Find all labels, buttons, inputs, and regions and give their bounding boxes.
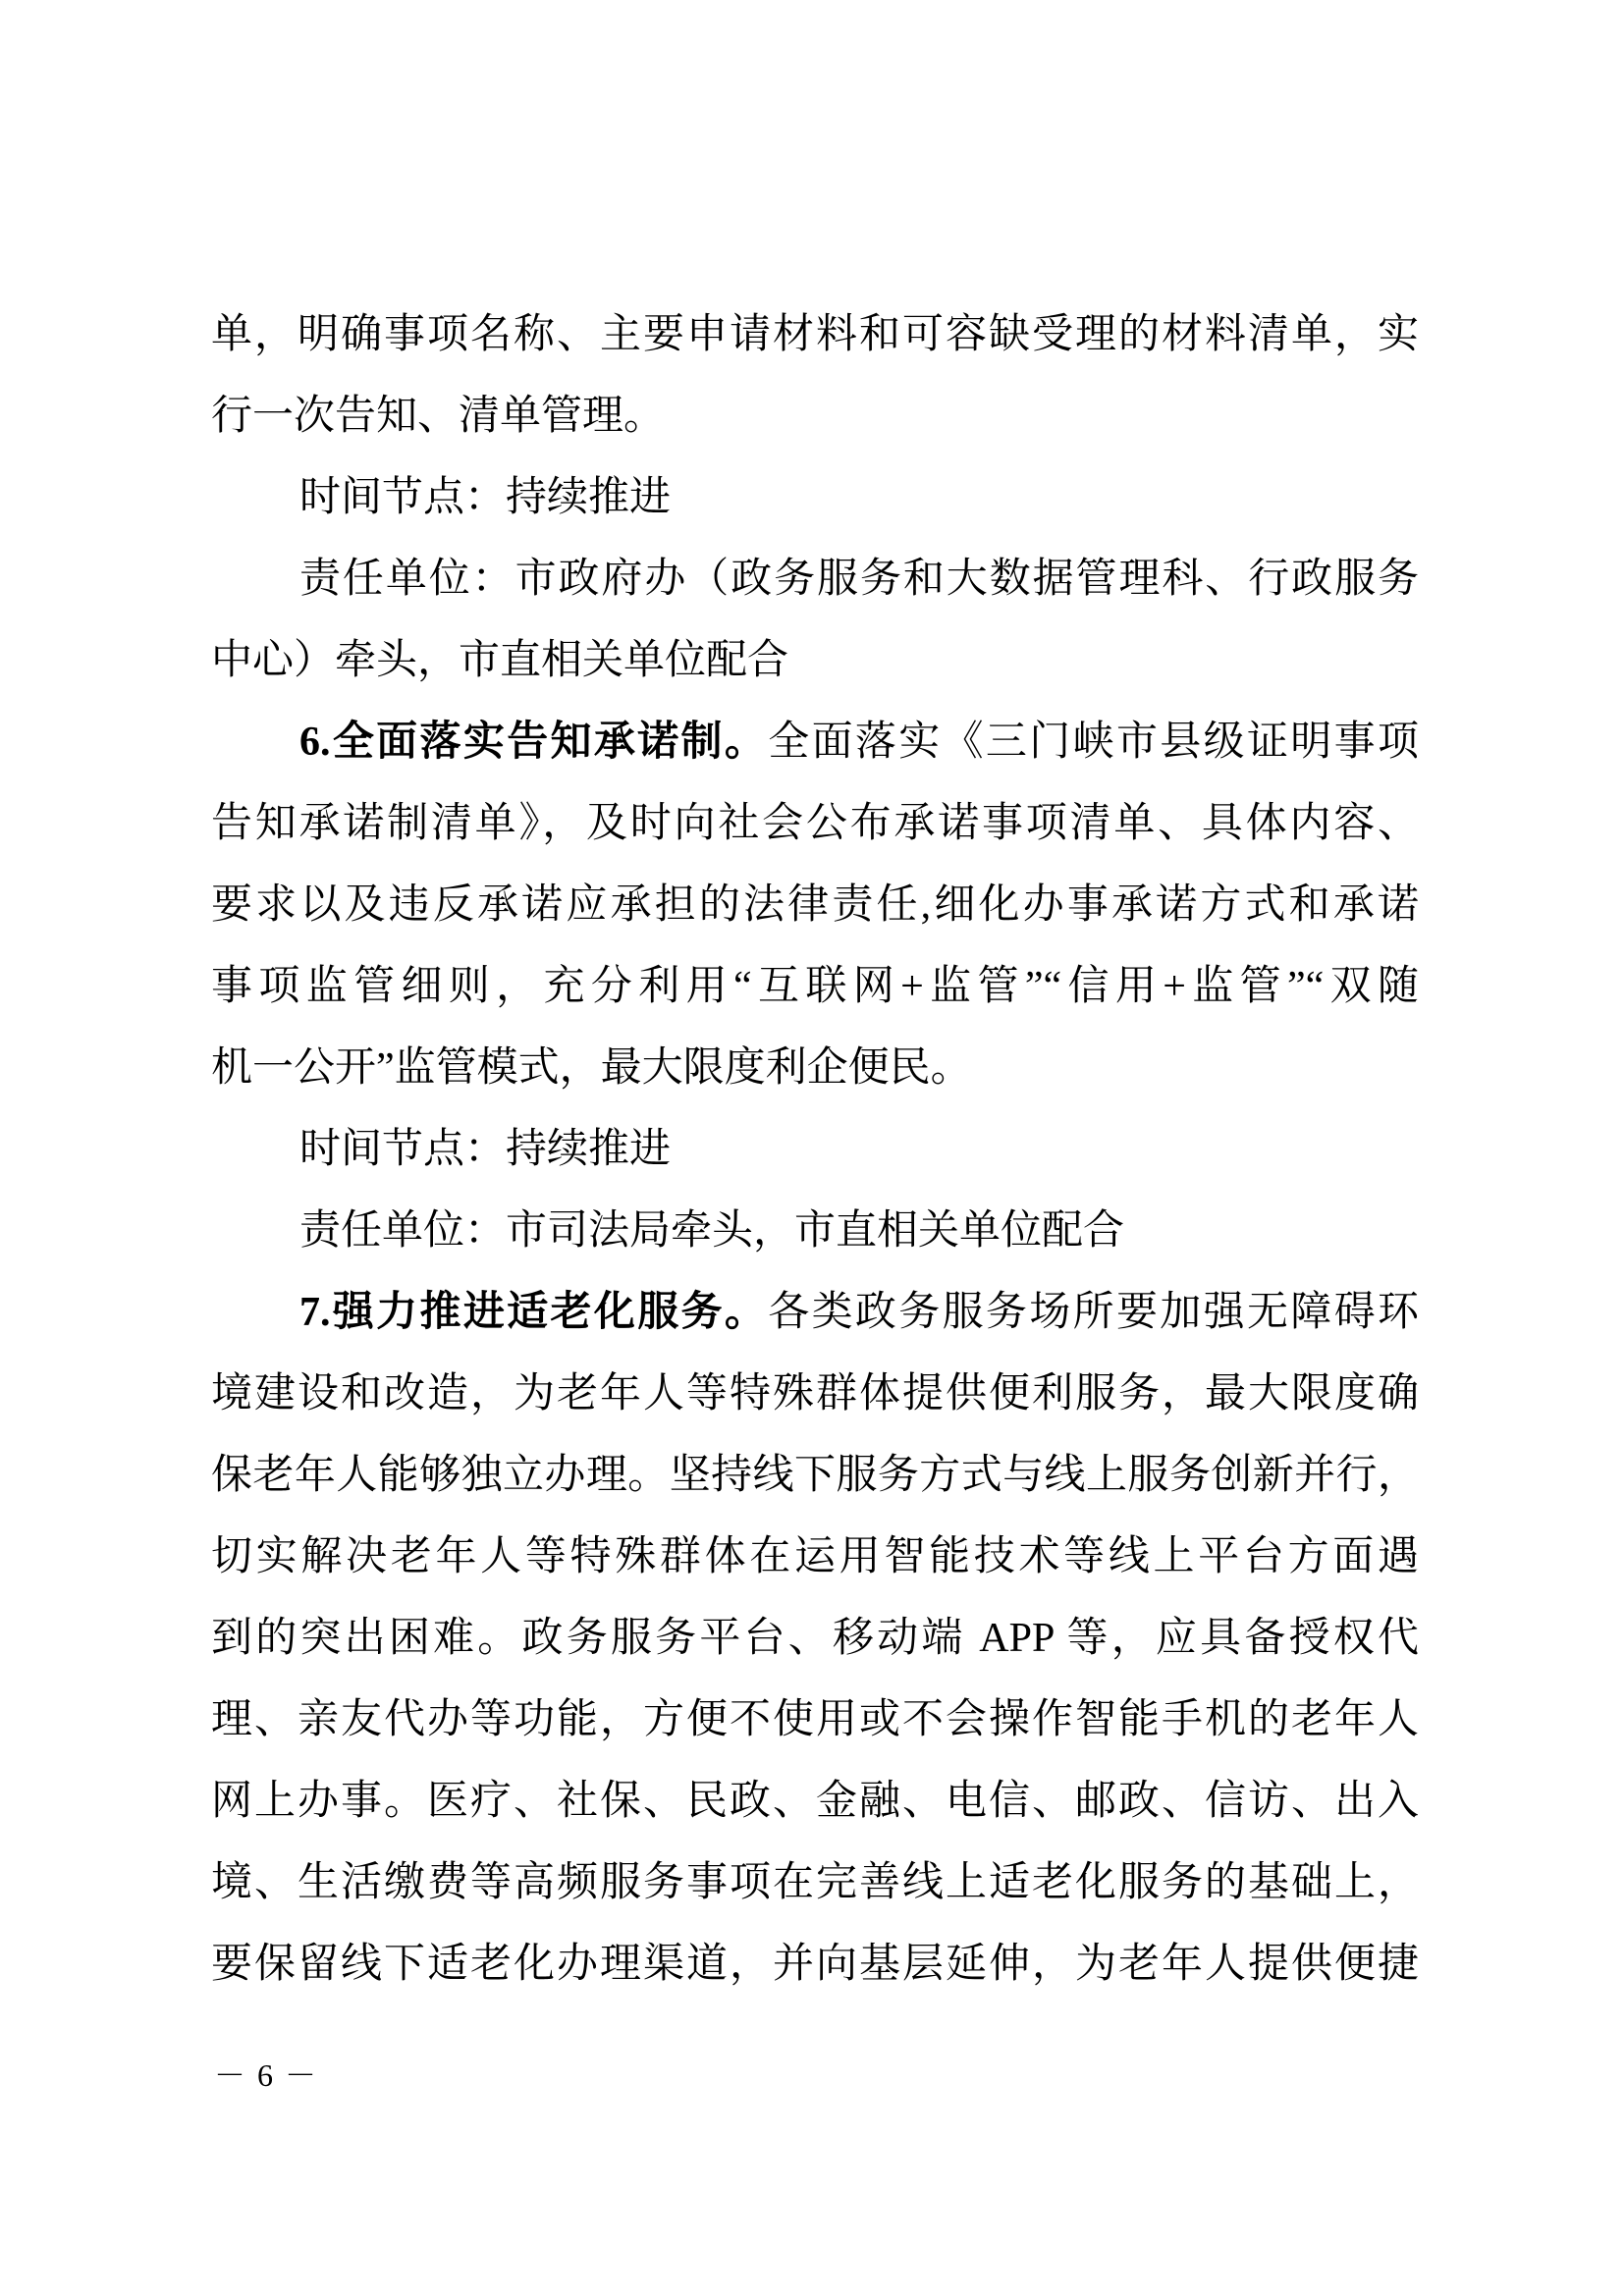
- text-line-2: 行一次告知、清单管理。: [211, 394, 666, 439]
- text-line-8: 要求以及违反承诺应承担的法律责任,细化办事承诺方式和承诺: [211, 882, 1419, 928]
- item-heading: 7.强力推进适老化服务。: [299, 1290, 769, 1335]
- text-line-13: 7.强力推进适老化服务。各类政务服务场所要加强无障碍环: [299, 1290, 1419, 1335]
- text-line-5: 中心）牵头，市直相关单位配合: [211, 638, 789, 683]
- text-line-19: 网上办事。医疗、社保、民政、金融、电信、邮政、信访、出入: [211, 1779, 1419, 1824]
- text-line-9: 事项监管细则，充分利用“互联网+监管”“信用+监管”“双随: [211, 964, 1419, 1009]
- text-line-20: 境、生活缴费等高频服务事项在完善线上适老化服务的基础上，: [211, 1860, 1419, 1905]
- text-line-18: 理、亲友代办等功能，方便不使用或不会操作智能手机的老年人: [211, 1697, 1419, 1742]
- text-line-10: 机一公开”监管模式，最大限度利企便民。: [211, 1045, 972, 1091]
- text-line-21: 要保留线下适老化办理渠道，并向基层延伸，为老年人提供便捷: [211, 1942, 1419, 1987]
- item-heading: 6.全面落实告知承诺制。: [299, 720, 769, 765]
- text-line-14: 境建设和改造，为老年人等特殊群体提供便利服务，最大限度确: [211, 1371, 1419, 1416]
- text-line-3: 时间节点：持续推进: [299, 475, 672, 520]
- text-line-1: 单，明确事项名称、主要申请材料和可容缺受理的材料清单，实: [211, 312, 1419, 357]
- page-number: － 6 －: [214, 2057, 319, 2093]
- document-body: [211, 294, 1419, 2005]
- text-line-15: 保老年人能够独立办理。坚持线下服务方式与线上服务创新并行，: [211, 1453, 1419, 1498]
- page-footer: [214, 2054, 318, 2097]
- text-line-4: 责任单位：市政府办（政务服务和大数据管理科、行政服务: [299, 557, 1419, 602]
- text-line-7: 告知承诺制清单》，及时向社会公布承诺事项清单、具体内容、: [211, 801, 1419, 846]
- text-line-6: 6.全面落实告知承诺制。全面落实《三门峡市县级证明事项: [299, 720, 1419, 765]
- text-line-11: 时间节点：持续推进: [299, 1127, 672, 1172]
- text-line-17: 到的突出困难。政务服务平台、移动端 APP 等，应具备授权代: [211, 1616, 1419, 1661]
- text-line-12: 责任单位：市司法局牵头，市直相关单位配合: [299, 1208, 1125, 1254]
- text-line-16: 切实解决老年人等特殊群体在运用智能技术等线上平台方面遇: [211, 1534, 1419, 1579]
